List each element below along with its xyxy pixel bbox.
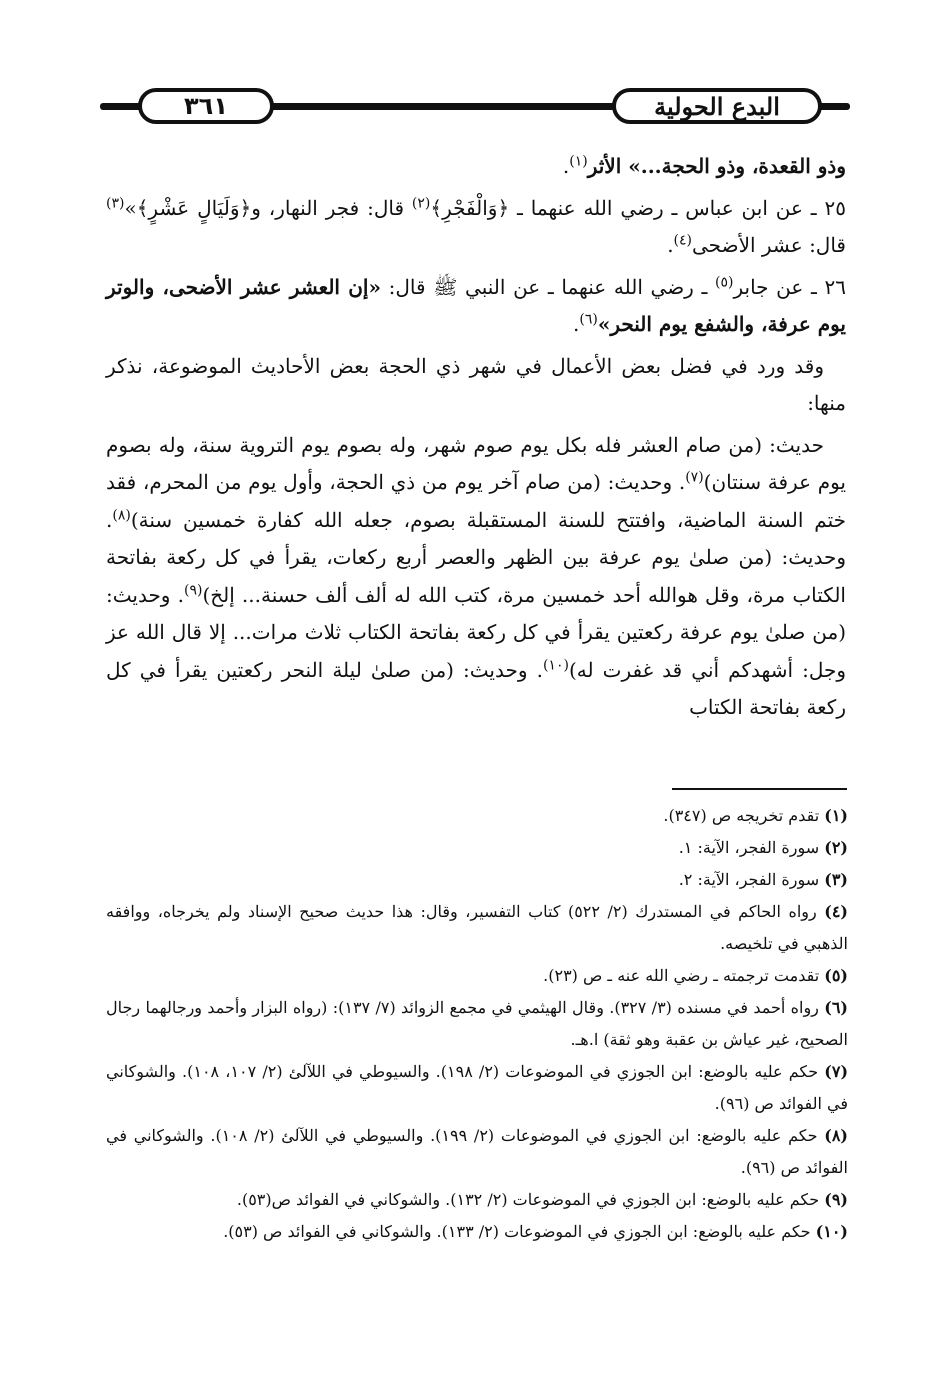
footnote-ref[interactable]: (١) [569,153,588,170]
paragraph-continuation: وذو القعدة، وذو الحجة...» الأثر$^{(١)}$. [562,153,846,178]
paragraph-mawdu: وقد ورد في فضل بعض الأعمال في شهر ذي الحجة بعض الأحاديث الموضوعة، نذكر منها: [106,353,846,415]
footnote: (١٠) حكم عليه بالوضع: ابن الجوزي في الموضوعات (٢/ ١٣٣). والشوكاني في الفوائد ص (٥٣). [223,1222,848,1241]
paragraph-hadiths: حديث: (من صام العشر فله بكل يوم صوم شهر، وله بصوم يوم التروية سنة، وله بصوم يوم عرفة سنتان)$^{(٧)}$. وحديث: (من صام آخر يوم من ذي الحجة، وأول يوم من المحرم، فقد ختم السنة الماضية، وافتتح للسنة المستقبلة بصوم، جعله الله كفارة خمسين سنة)$^{(٨)}$. وحديث: (من صلىٰ يوم عرفة بين الظهر والعصر أربع ركعات، يقرأ في كل ركعة بفاتحة الكتاب مرة، وقل هوالله أحد خمسين مرة، كتب الله له ألف ألف حسنة... إلخ)$^{(٩)}$. وحديث: (من صلىٰ يوم عرفة ركعتين يقرأ في كل ركعة بفاتحة الكتاب ثلاث مرات... إلا قال الله عز وجل: أشهدكم أني قد غفرت له)$^{(١٠)}$. وحديث: (من صلىٰ ليلة النحر ركعتين يقرأ في كل ركعة بفاتحة الكتاب [106,432,847,719]
page-header [100,86,850,132]
footnote-ref[interactable]: (٦) [579,311,598,328]
footnote: (١) تقدم تخريجه ص (٣٤٧). [663,806,848,825]
footnote-ref[interactable]: (٨) [112,506,131,523]
footnote-ref[interactable]: (٢) [411,194,431,211]
footnote: (٩) حكم عليه بالوضع: ابن الجوزي في الموضوعات (٢/ ١٣٢). والشوكاني في الفوائد ص(٥٣). [236,1190,848,1209]
main-text [106,148,846,731]
footnote: (٦) رواه أحمد في مسنده (٣/ ٣٢٧). وقال الهيثمي في مجمع الزوائد (٧/ ١٣٧): (رواه البزار وأحمد ورجالهما رجال الصحيح، غير عياش بن عقبة وهو ثقة) ا.هـ. [106,998,848,1049]
footnote-ref[interactable]: (٥) [715,273,734,290]
hadith-26: ٢٦ ـ عن جابر$^{(٥)}$ ـ رضي الله عنهما ـ عن النبي ﷺ قال: «إن العشر عشر الأضحى، والوتر يوم عرفة، والشفع يوم النحر»$^{(٦)}$. [106,273,846,336]
footnote: (٣) سورة الفجر، الآية: ٢. [678,870,848,889]
footnote-separator [672,788,847,790]
footnote-ref[interactable]: (٣) [106,194,125,211]
footnote-ref[interactable]: (٤) [673,232,693,249]
page-number: ٣٦١ [138,88,274,124]
footnote: (٨) حكم عليه بالوضع: ابن الجوزي في الموضوعات (٢/ ١٩٩). والسيوطي في اللآلئ (٢/ ١٠٨). والشوكاني في الفوائد ص (٩٦). [106,1126,848,1177]
footnote-ref[interactable]: (٩) [183,581,203,598]
footnote-ref[interactable]: (١٠) [542,656,569,673]
footnote-ref[interactable]: (٧) [685,469,704,486]
footnote: (٥) تقدمت ترجمته ـ رضي الله عنه ـ ص (٢٣). [543,966,848,985]
book-title: البدع الحولية [612,88,822,124]
footnotes [106,800,848,1248]
hadith-25: ٢٥ ـ عن ابن عباس ـ رضي الله عنهما ـ ﴿وَالْفَجْرِ﴾$^{(٢)}$ قال: فجر النهار، و﴿وَلَيَالٍ عَشْرٍ﴾»$^{(٣)}$ قال: عشر الأضحى$^{(٤)}$. [106,194,846,257]
footnote: (٧) حكم عليه بالوضع: ابن الجوزي في الموضوعات (٢/ ١٩٨). والسيوطي في اللآلئ (٢/ ١٠٧، ١٠٨). والشوكاني في الفوائد ص (٩٦). [106,1062,849,1113]
footnote: (٢) سورة الفجر، الآية: ١. [678,838,848,857]
footnote: (٤) رواه الحاكم في المستدرك (٢/ ٥٢٢) كتاب التفسير، وقال: هذا حديث صحيح الإسناد ولم يخرجاه، ووافقه الذهبي في تلخيصه. [106,902,848,953]
